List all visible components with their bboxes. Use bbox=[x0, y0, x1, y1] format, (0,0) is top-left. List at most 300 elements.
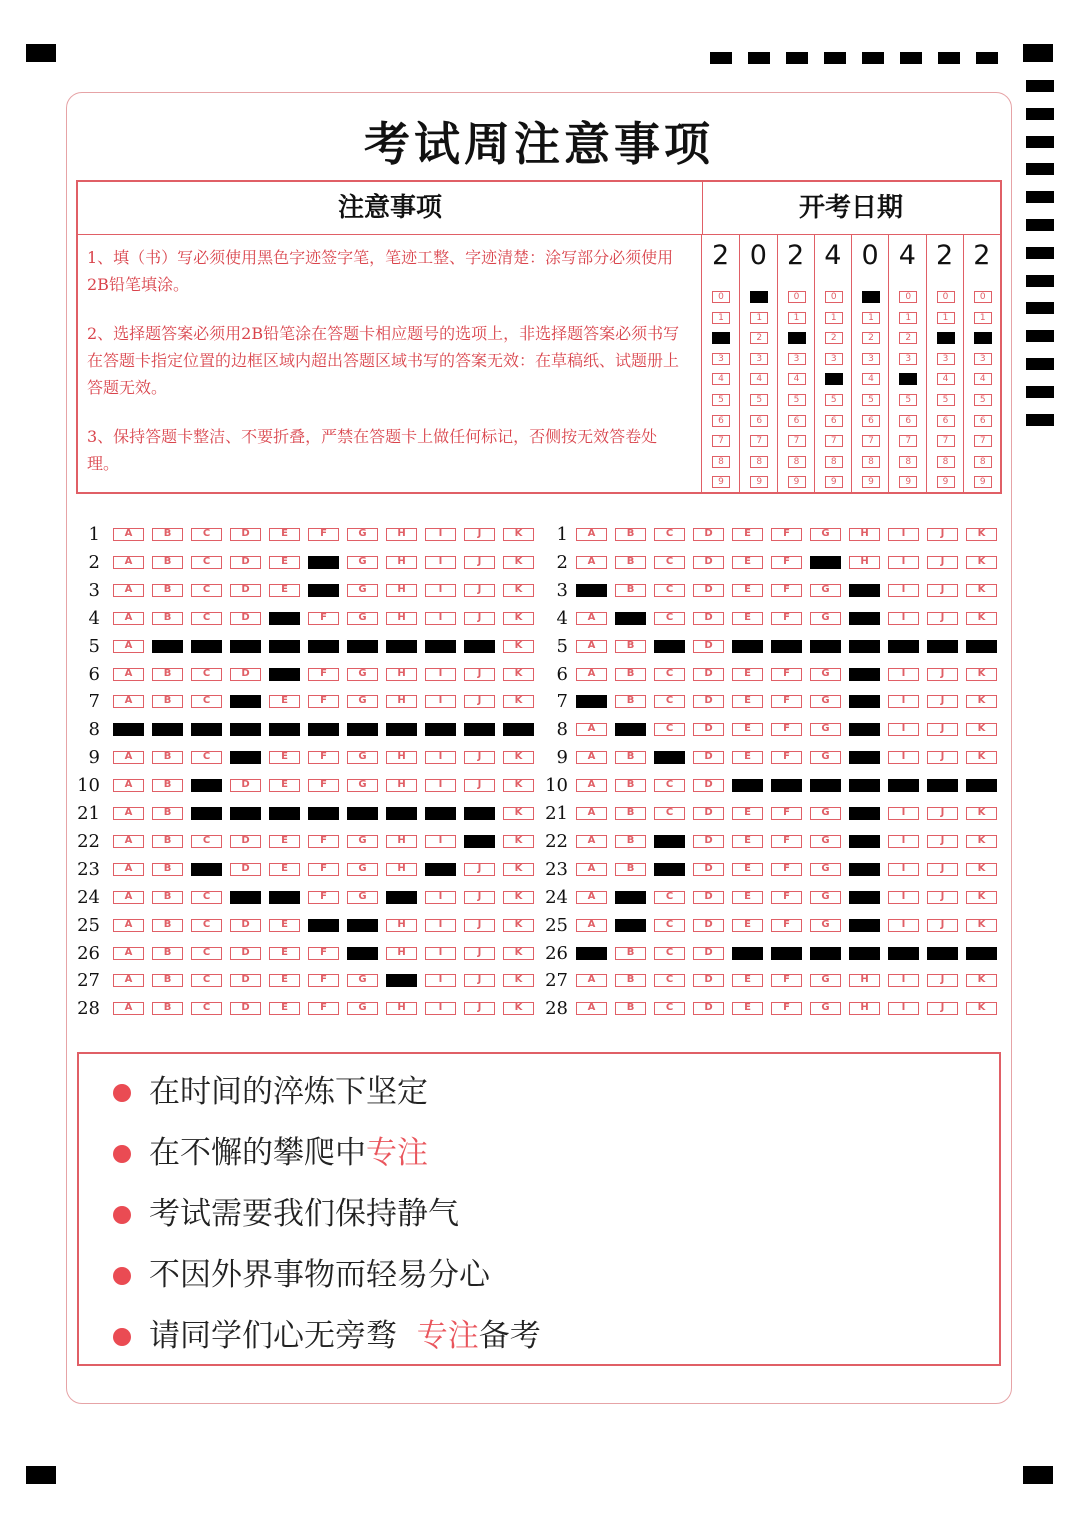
option-bubble-e[interactable]: E bbox=[269, 695, 300, 708]
option-bubble-g[interactable]: G bbox=[810, 835, 841, 848]
option-bubble-h[interactable] bbox=[386, 974, 417, 987]
option-bubble-j[interactable]: J bbox=[927, 723, 958, 736]
option-bubble-k[interactable]: K bbox=[503, 695, 534, 708]
option-bubble-c[interactable]: C bbox=[191, 891, 222, 904]
option-bubble-a[interactable]: A bbox=[113, 863, 144, 876]
option-bubble-j[interactable]: J bbox=[927, 612, 958, 625]
option-bubble-i[interactable]: I bbox=[888, 695, 919, 708]
option-bubble-d[interactable] bbox=[230, 695, 261, 708]
option-bubble-j[interactable] bbox=[464, 835, 495, 848]
option-bubble-d[interactable]: D bbox=[230, 863, 261, 876]
option-bubble-f[interactable] bbox=[308, 919, 339, 932]
option-bubble-g[interactable] bbox=[347, 807, 378, 820]
option-bubble-e[interactable]: E bbox=[269, 835, 300, 848]
option-bubble-b[interactable]: B bbox=[152, 919, 183, 932]
date-bubble-3[interactable]: 3 bbox=[862, 353, 880, 365]
date-bubble-7[interactable]: 7 bbox=[712, 435, 730, 447]
option-bubble-g[interactable] bbox=[810, 556, 841, 569]
option-bubble-h[interactable]: H bbox=[849, 974, 880, 987]
option-bubble-g[interactable]: G bbox=[347, 835, 378, 848]
option-bubble-c[interactable] bbox=[191, 779, 222, 792]
option-bubble-a[interactable]: A bbox=[113, 779, 144, 792]
option-bubble-f[interactable]: F bbox=[308, 863, 339, 876]
option-bubble-k[interactable] bbox=[966, 947, 997, 960]
option-bubble-f[interactable]: F bbox=[308, 695, 339, 708]
option-bubble-h[interactable] bbox=[849, 779, 880, 792]
date-bubble-8[interactable]: 8 bbox=[788, 456, 806, 468]
option-bubble-i[interactable] bbox=[888, 779, 919, 792]
option-bubble-i[interactable]: I bbox=[888, 723, 919, 736]
option-bubble-g[interactable]: G bbox=[347, 528, 378, 541]
option-bubble-i[interactable]: I bbox=[888, 556, 919, 569]
option-bubble-i[interactable]: I bbox=[425, 584, 456, 597]
date-bubble-3[interactable]: 3 bbox=[788, 353, 806, 365]
date-bubble-1[interactable]: 1 bbox=[825, 312, 843, 324]
option-bubble-d[interactable] bbox=[230, 751, 261, 764]
date-bubble-0[interactable]: 0 bbox=[937, 291, 955, 303]
option-bubble-j[interactable]: J bbox=[927, 835, 958, 848]
option-bubble-e[interactable] bbox=[269, 668, 300, 681]
option-bubble-d[interactable]: D bbox=[693, 891, 724, 904]
option-bubble-d[interactable]: D bbox=[693, 751, 724, 764]
option-bubble-h[interactable] bbox=[849, 919, 880, 932]
option-bubble-g[interactable]: G bbox=[810, 528, 841, 541]
option-bubble-g[interactable]: G bbox=[810, 695, 841, 708]
option-bubble-i[interactable]: I bbox=[425, 835, 456, 848]
option-bubble-f[interactable]: F bbox=[308, 668, 339, 681]
option-bubble-d[interactable]: D bbox=[693, 556, 724, 569]
option-bubble-g[interactable]: G bbox=[347, 695, 378, 708]
option-bubble-j[interactable] bbox=[464, 807, 495, 820]
option-bubble-k[interactable]: K bbox=[503, 835, 534, 848]
option-bubble-d[interactable] bbox=[230, 807, 261, 820]
option-bubble-i[interactable]: I bbox=[425, 695, 456, 708]
option-bubble-f[interactable] bbox=[308, 556, 339, 569]
option-bubble-e[interactable]: E bbox=[732, 668, 763, 681]
date-bubble-5[interactable]: 5 bbox=[788, 394, 806, 406]
date-bubble-1[interactable]: 1 bbox=[862, 312, 880, 324]
option-bubble-c[interactable]: C bbox=[654, 612, 685, 625]
date-bubble-7[interactable]: 7 bbox=[974, 435, 992, 447]
option-bubble-k[interactable]: K bbox=[966, 807, 997, 820]
option-bubble-d[interactable]: D bbox=[693, 947, 724, 960]
option-bubble-h[interactable] bbox=[849, 835, 880, 848]
option-bubble-e[interactable] bbox=[269, 891, 300, 904]
option-bubble-k[interactable]: K bbox=[503, 891, 534, 904]
option-bubble-i[interactable] bbox=[888, 947, 919, 960]
option-bubble-f[interactable]: F bbox=[771, 807, 802, 820]
option-bubble-c[interactable]: C bbox=[654, 974, 685, 987]
option-bubble-b[interactable]: B bbox=[615, 947, 646, 960]
option-bubble-j[interactable]: J bbox=[464, 556, 495, 569]
option-bubble-a[interactable]: A bbox=[576, 1002, 607, 1015]
option-bubble-a[interactable]: A bbox=[576, 668, 607, 681]
option-bubble-g[interactable]: G bbox=[810, 919, 841, 932]
option-bubble-c[interactable]: C bbox=[191, 919, 222, 932]
option-bubble-h[interactable] bbox=[849, 584, 880, 597]
option-bubble-a[interactable]: A bbox=[576, 919, 607, 932]
option-bubble-j[interactable]: J bbox=[464, 863, 495, 876]
option-bubble-b[interactable]: B bbox=[615, 528, 646, 541]
date-bubble-6[interactable]: 6 bbox=[899, 415, 917, 427]
option-bubble-f[interactable] bbox=[771, 640, 802, 653]
option-bubble-i[interactable]: I bbox=[425, 1002, 456, 1015]
option-bubble-b[interactable]: B bbox=[615, 835, 646, 848]
option-bubble-e[interactable]: E bbox=[732, 891, 763, 904]
option-bubble-f[interactable]: F bbox=[308, 974, 339, 987]
option-bubble-j[interactable]: J bbox=[464, 668, 495, 681]
option-bubble-k[interactable] bbox=[966, 640, 997, 653]
option-bubble-k[interactable]: K bbox=[966, 919, 997, 932]
option-bubble-b[interactable] bbox=[152, 723, 183, 736]
option-bubble-c[interactable]: C bbox=[654, 919, 685, 932]
option-bubble-c[interactable]: C bbox=[191, 751, 222, 764]
option-bubble-i[interactable]: I bbox=[888, 751, 919, 764]
option-bubble-j[interactable]: J bbox=[927, 974, 958, 987]
option-bubble-b[interactable] bbox=[615, 612, 646, 625]
option-bubble-a[interactable]: A bbox=[113, 891, 144, 904]
option-bubble-e[interactable]: E bbox=[269, 947, 300, 960]
option-bubble-e[interactable]: E bbox=[269, 751, 300, 764]
option-bubble-d[interactable] bbox=[230, 640, 261, 653]
option-bubble-g[interactable]: G bbox=[810, 974, 841, 987]
option-bubble-j[interactable]: J bbox=[464, 1002, 495, 1015]
option-bubble-g[interactable]: G bbox=[347, 556, 378, 569]
option-bubble-b[interactable]: B bbox=[615, 779, 646, 792]
option-bubble-h[interactable] bbox=[386, 723, 417, 736]
option-bubble-f[interactable]: F bbox=[771, 556, 802, 569]
option-bubble-a[interactable]: A bbox=[113, 668, 144, 681]
option-bubble-h[interactable]: H bbox=[386, 556, 417, 569]
option-bubble-i[interactable]: I bbox=[425, 528, 456, 541]
date-bubble-0[interactable]: 0 bbox=[825, 291, 843, 303]
option-bubble-g[interactable]: G bbox=[810, 584, 841, 597]
option-bubble-e[interactable] bbox=[269, 723, 300, 736]
option-bubble-c[interactable]: C bbox=[654, 528, 685, 541]
option-bubble-e[interactable] bbox=[269, 612, 300, 625]
option-bubble-e[interactable]: E bbox=[269, 974, 300, 987]
option-bubble-e[interactable] bbox=[269, 807, 300, 820]
option-bubble-k[interactable]: K bbox=[966, 668, 997, 681]
date-bubble-9[interactable]: 9 bbox=[750, 476, 768, 488]
option-bubble-k[interactable]: K bbox=[966, 1002, 997, 1015]
option-bubble-g[interactable] bbox=[347, 723, 378, 736]
option-bubble-f[interactable]: F bbox=[771, 584, 802, 597]
option-bubble-h[interactable] bbox=[849, 891, 880, 904]
option-bubble-g[interactable]: G bbox=[347, 584, 378, 597]
option-bubble-b[interactable] bbox=[615, 891, 646, 904]
option-bubble-k[interactable]: K bbox=[503, 528, 534, 541]
option-bubble-b[interactable]: B bbox=[152, 779, 183, 792]
option-bubble-i[interactable]: I bbox=[425, 751, 456, 764]
option-bubble-i[interactable] bbox=[888, 640, 919, 653]
option-bubble-e[interactable] bbox=[732, 947, 763, 960]
option-bubble-j[interactable]: J bbox=[927, 891, 958, 904]
option-bubble-j[interactable]: J bbox=[464, 779, 495, 792]
option-bubble-f[interactable]: F bbox=[771, 974, 802, 987]
option-bubble-d[interactable]: D bbox=[693, 612, 724, 625]
option-bubble-e[interactable]: E bbox=[269, 779, 300, 792]
option-bubble-b[interactable]: B bbox=[615, 640, 646, 653]
option-bubble-e[interactable]: E bbox=[269, 919, 300, 932]
date-bubble-4[interactable] bbox=[825, 373, 843, 385]
option-bubble-k[interactable]: K bbox=[503, 1002, 534, 1015]
date-bubble-4[interactable]: 4 bbox=[937, 373, 955, 385]
option-bubble-j[interactable]: J bbox=[927, 668, 958, 681]
date-bubble-3[interactable]: 3 bbox=[750, 353, 768, 365]
option-bubble-f[interactable]: F bbox=[308, 835, 339, 848]
option-bubble-k[interactable]: K bbox=[503, 947, 534, 960]
option-bubble-e[interactable]: E bbox=[269, 1002, 300, 1015]
option-bubble-g[interactable]: G bbox=[347, 974, 378, 987]
option-bubble-a[interactable]: A bbox=[113, 556, 144, 569]
option-bubble-f[interactable] bbox=[308, 723, 339, 736]
option-bubble-d[interactable]: D bbox=[230, 556, 261, 569]
option-bubble-b[interactable]: B bbox=[615, 695, 646, 708]
option-bubble-i[interactable]: I bbox=[888, 835, 919, 848]
option-bubble-c[interactable] bbox=[191, 723, 222, 736]
option-bubble-j[interactable]: J bbox=[464, 919, 495, 932]
option-bubble-d[interactable]: D bbox=[230, 584, 261, 597]
option-bubble-i[interactable]: I bbox=[425, 779, 456, 792]
option-bubble-e[interactable]: E bbox=[732, 835, 763, 848]
option-bubble-d[interactable]: D bbox=[230, 974, 261, 987]
option-bubble-c[interactable]: C bbox=[191, 668, 222, 681]
option-bubble-a[interactable]: A bbox=[113, 947, 144, 960]
option-bubble-b[interactable]: B bbox=[152, 751, 183, 764]
date-bubble-6[interactable]: 6 bbox=[750, 415, 768, 427]
option-bubble-c[interactable]: C bbox=[191, 528, 222, 541]
option-bubble-g[interactable]: G bbox=[810, 807, 841, 820]
option-bubble-c[interactable]: C bbox=[654, 947, 685, 960]
option-bubble-b[interactable]: B bbox=[152, 556, 183, 569]
option-bubble-b[interactable] bbox=[615, 723, 646, 736]
option-bubble-i[interactable]: I bbox=[888, 974, 919, 987]
option-bubble-k[interactable]: K bbox=[503, 751, 534, 764]
option-bubble-h[interactable]: H bbox=[386, 779, 417, 792]
option-bubble-f[interactable]: F bbox=[771, 528, 802, 541]
option-bubble-i[interactable]: I bbox=[425, 668, 456, 681]
option-bubble-b[interactable]: B bbox=[615, 807, 646, 820]
option-bubble-h[interactable]: H bbox=[386, 863, 417, 876]
option-bubble-c[interactable]: C bbox=[654, 891, 685, 904]
option-bubble-f[interactable]: F bbox=[771, 668, 802, 681]
option-bubble-g[interactable] bbox=[810, 947, 841, 960]
option-bubble-i[interactable]: I bbox=[425, 919, 456, 932]
option-bubble-h[interactable]: H bbox=[386, 668, 417, 681]
date-bubble-1[interactable]: 1 bbox=[899, 312, 917, 324]
option-bubble-a[interactable]: A bbox=[113, 807, 144, 820]
date-bubble-5[interactable]: 5 bbox=[862, 394, 880, 406]
date-bubble-0[interactable]: 0 bbox=[712, 291, 730, 303]
option-bubble-f[interactable] bbox=[308, 584, 339, 597]
option-bubble-h[interactable] bbox=[849, 947, 880, 960]
option-bubble-j[interactable]: J bbox=[927, 807, 958, 820]
option-bubble-h[interactable] bbox=[849, 751, 880, 764]
option-bubble-f[interactable]: F bbox=[771, 751, 802, 764]
date-bubble-3[interactable]: 3 bbox=[712, 353, 730, 365]
option-bubble-d[interactable]: D bbox=[693, 1002, 724, 1015]
option-bubble-c[interactable] bbox=[654, 640, 685, 653]
date-bubble-6[interactable]: 6 bbox=[974, 415, 992, 427]
option-bubble-j[interactable]: J bbox=[464, 974, 495, 987]
date-bubble-1[interactable]: 1 bbox=[750, 312, 768, 324]
date-bubble-2[interactable] bbox=[712, 332, 730, 344]
option-bubble-c[interactable]: C bbox=[654, 695, 685, 708]
date-bubble-8[interactable]: 8 bbox=[899, 456, 917, 468]
date-bubble-2[interactable]: 2 bbox=[750, 332, 768, 344]
date-bubble-3[interactable]: 3 bbox=[974, 353, 992, 365]
date-bubble-7[interactable]: 7 bbox=[825, 435, 843, 447]
option-bubble-f[interactable]: F bbox=[771, 863, 802, 876]
option-bubble-i[interactable]: I bbox=[888, 891, 919, 904]
option-bubble-f[interactable]: F bbox=[308, 528, 339, 541]
option-bubble-k[interactable]: K bbox=[503, 612, 534, 625]
date-bubble-0[interactable]: 0 bbox=[899, 291, 917, 303]
option-bubble-g[interactable]: G bbox=[347, 779, 378, 792]
date-bubble-3[interactable]: 3 bbox=[825, 353, 843, 365]
option-bubble-h[interactable]: H bbox=[386, 919, 417, 932]
option-bubble-e[interactable]: E bbox=[732, 723, 763, 736]
date-bubble-1[interactable]: 1 bbox=[788, 312, 806, 324]
date-bubble-5[interactable]: 5 bbox=[750, 394, 768, 406]
option-bubble-a[interactable]: A bbox=[576, 891, 607, 904]
option-bubble-k[interactable]: K bbox=[966, 723, 997, 736]
option-bubble-f[interactable]: F bbox=[308, 779, 339, 792]
date-bubble-4[interactable]: 4 bbox=[974, 373, 992, 385]
option-bubble-h[interactable]: H bbox=[386, 1002, 417, 1015]
date-bubble-2[interactable] bbox=[937, 332, 955, 344]
date-bubble-6[interactable]: 6 bbox=[712, 415, 730, 427]
option-bubble-h[interactable] bbox=[386, 891, 417, 904]
option-bubble-b[interactable]: B bbox=[152, 612, 183, 625]
option-bubble-j[interactable] bbox=[927, 779, 958, 792]
option-bubble-b[interactable]: B bbox=[152, 891, 183, 904]
option-bubble-h[interactable] bbox=[849, 612, 880, 625]
option-bubble-b[interactable]: B bbox=[615, 668, 646, 681]
option-bubble-h[interactable]: H bbox=[849, 528, 880, 541]
option-bubble-i[interactable] bbox=[425, 863, 456, 876]
option-bubble-a[interactable]: A bbox=[113, 974, 144, 987]
date-bubble-4[interactable]: 4 bbox=[788, 373, 806, 385]
option-bubble-d[interactable]: D bbox=[693, 668, 724, 681]
date-bubble-5[interactable]: 5 bbox=[974, 394, 992, 406]
option-bubble-a[interactable]: A bbox=[113, 612, 144, 625]
option-bubble-a[interactable]: A bbox=[113, 695, 144, 708]
date-bubble-1[interactable]: 1 bbox=[712, 312, 730, 324]
option-bubble-f[interactable]: F bbox=[771, 919, 802, 932]
option-bubble-i[interactable]: I bbox=[888, 612, 919, 625]
option-bubble-h[interactable]: H bbox=[386, 528, 417, 541]
option-bubble-f[interactable]: F bbox=[771, 835, 802, 848]
option-bubble-f[interactable]: F bbox=[308, 947, 339, 960]
date-bubble-5[interactable]: 5 bbox=[937, 394, 955, 406]
option-bubble-c[interactable]: C bbox=[654, 807, 685, 820]
option-bubble-d[interactable]: D bbox=[230, 668, 261, 681]
option-bubble-b[interactable]: B bbox=[152, 947, 183, 960]
option-bubble-i[interactable] bbox=[425, 807, 456, 820]
option-bubble-i[interactable]: I bbox=[888, 584, 919, 597]
option-bubble-f[interactable]: F bbox=[771, 891, 802, 904]
date-bubble-0[interactable]: 0 bbox=[788, 291, 806, 303]
date-bubble-1[interactable]: 1 bbox=[974, 312, 992, 324]
option-bubble-e[interactable]: E bbox=[732, 1002, 763, 1015]
date-bubble-8[interactable]: 8 bbox=[862, 456, 880, 468]
date-bubble-9[interactable]: 9 bbox=[712, 476, 730, 488]
option-bubble-j[interactable]: J bbox=[927, 751, 958, 764]
option-bubble-j[interactable]: J bbox=[927, 1002, 958, 1015]
option-bubble-d[interactable]: D bbox=[693, 974, 724, 987]
option-bubble-h[interactable] bbox=[849, 640, 880, 653]
option-bubble-f[interactable]: F bbox=[771, 1002, 802, 1015]
date-bubble-6[interactable]: 6 bbox=[825, 415, 843, 427]
option-bubble-c[interactable]: C bbox=[654, 668, 685, 681]
option-bubble-c[interactable] bbox=[191, 807, 222, 820]
option-bubble-i[interactable]: I bbox=[425, 612, 456, 625]
date-bubble-3[interactable]: 3 bbox=[899, 353, 917, 365]
option-bubble-j[interactable]: J bbox=[464, 584, 495, 597]
option-bubble-a[interactable]: A bbox=[113, 528, 144, 541]
option-bubble-g[interactable]: G bbox=[810, 723, 841, 736]
option-bubble-g[interactable]: G bbox=[347, 612, 378, 625]
option-bubble-f[interactable] bbox=[308, 807, 339, 820]
option-bubble-c[interactable]: C bbox=[654, 723, 685, 736]
option-bubble-j[interactable]: J bbox=[927, 919, 958, 932]
option-bubble-b[interactable]: B bbox=[152, 695, 183, 708]
date-bubble-8[interactable]: 8 bbox=[750, 456, 768, 468]
option-bubble-d[interactable]: D bbox=[230, 612, 261, 625]
option-bubble-c[interactable]: C bbox=[654, 1002, 685, 1015]
option-bubble-a[interactable] bbox=[113, 723, 144, 736]
option-bubble-a[interactable]: A bbox=[576, 556, 607, 569]
date-bubble-0[interactable] bbox=[750, 291, 768, 303]
date-bubble-9[interactable]: 9 bbox=[937, 476, 955, 488]
option-bubble-h[interactable] bbox=[849, 863, 880, 876]
option-bubble-k[interactable]: K bbox=[503, 779, 534, 792]
option-bubble-i[interactable] bbox=[425, 723, 456, 736]
date-bubble-2[interactable]: 2 bbox=[825, 332, 843, 344]
option-bubble-c[interactable]: C bbox=[654, 556, 685, 569]
option-bubble-k[interactable]: K bbox=[966, 751, 997, 764]
option-bubble-e[interactable]: E bbox=[269, 556, 300, 569]
option-bubble-e[interactable]: E bbox=[732, 863, 763, 876]
option-bubble-d[interactable]: D bbox=[693, 835, 724, 848]
option-bubble-d[interactable]: D bbox=[693, 807, 724, 820]
date-bubble-5[interactable]: 5 bbox=[712, 394, 730, 406]
date-bubble-7[interactable]: 7 bbox=[862, 435, 880, 447]
date-bubble-2[interactable] bbox=[788, 332, 806, 344]
option-bubble-j[interactable] bbox=[927, 947, 958, 960]
option-bubble-f[interactable] bbox=[771, 947, 802, 960]
option-bubble-i[interactable] bbox=[425, 640, 456, 653]
option-bubble-b[interactable]: B bbox=[615, 751, 646, 764]
option-bubble-k[interactable]: K bbox=[503, 584, 534, 597]
option-bubble-d[interactable]: D bbox=[693, 640, 724, 653]
option-bubble-b[interactable]: B bbox=[152, 807, 183, 820]
option-bubble-d[interactable]: D bbox=[693, 695, 724, 708]
date-bubble-9[interactable]: 9 bbox=[862, 476, 880, 488]
option-bubble-k[interactable]: K bbox=[966, 584, 997, 597]
option-bubble-e[interactable]: E bbox=[732, 919, 763, 932]
option-bubble-c[interactable] bbox=[191, 863, 222, 876]
option-bubble-c[interactable]: C bbox=[191, 584, 222, 597]
option-bubble-j[interactable]: J bbox=[927, 863, 958, 876]
option-bubble-h[interactable] bbox=[849, 807, 880, 820]
date-bubble-1[interactable]: 1 bbox=[937, 312, 955, 324]
option-bubble-j[interactable] bbox=[927, 640, 958, 653]
option-bubble-i[interactable]: I bbox=[425, 556, 456, 569]
option-bubble-d[interactable]: D bbox=[693, 584, 724, 597]
